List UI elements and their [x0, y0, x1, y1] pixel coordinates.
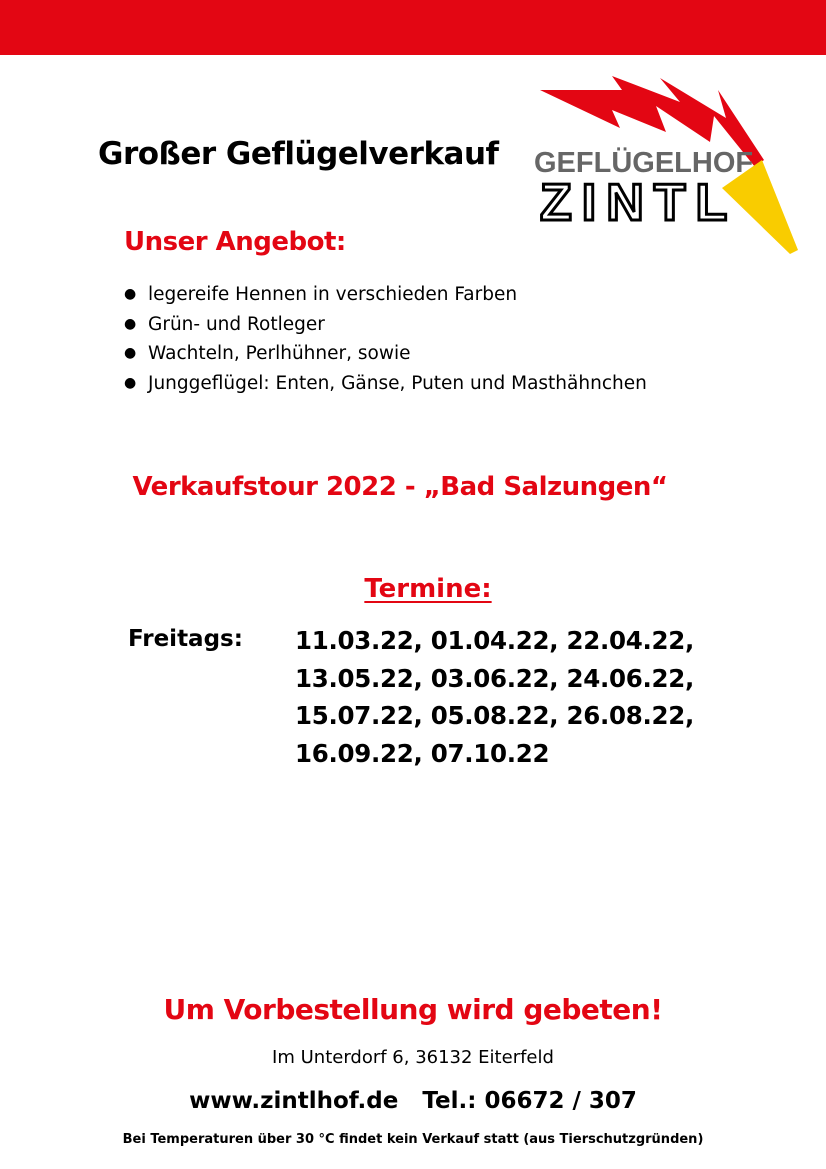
top-red-banner	[0, 0, 826, 55]
temperature-note: Bei Temperaturen über 30 °C findet kein Verkauf statt (aus Tierschutzgründen)	[122, 1132, 704, 1147]
bullet-icon: ●	[124, 345, 137, 361]
date-line: 16.09.22, 07.10.22	[295, 738, 550, 768]
logo-text-zintl: ZINTL	[540, 174, 738, 232]
page-title: Großer Geflügelverkauf	[98, 136, 499, 172]
date-line: 15.07.22, 05.08.22, 26.08.22,	[295, 701, 694, 730]
list-item: ● legereife Hennen in verschieden Farben	[124, 280, 647, 310]
bullet-icon: ●	[124, 315, 137, 332]
geflugelhof-zintl-logo	[530, 72, 810, 262]
address: Im Unterdorf 6, 36132 Eiterfeld	[272, 1047, 554, 1068]
date-line: 13.05.22, 03.06.22, 24.06.22,	[295, 663, 694, 693]
tour-title: Verkaufstour 2022 - „Bad Salzungen“	[132, 472, 668, 502]
bullet-icon: ●	[124, 374, 137, 391]
logo-text-geflugelhof: GEFLÜGELHOF	[534, 147, 754, 179]
date-line: 11.03.22, 01.04.22, 22.04.22,	[295, 626, 694, 655]
phone-number: Tel.: 06672 / 307	[422, 1088, 637, 1114]
date-list	[295, 622, 694, 772]
list-item: ● Wachteln, Perlhühner, sowie	[124, 339, 647, 369]
bullet-icon: ●	[124, 286, 137, 302]
list-item: ● Grün- und Rotleger	[124, 310, 647, 340]
termine-heading: Termine:	[364, 574, 492, 604]
offer-heading: Unser Angebot:	[124, 227, 346, 257]
friday-label: Freitags:	[128, 626, 243, 652]
list-item: ● Junggeflügel: Enten, Gänse, Puten und Masthähnchen	[124, 369, 647, 399]
contact-line	[0, 1088, 826, 1114]
preorder-notice: Um Vorbestellung wird gebeten!	[163, 993, 663, 1026]
website-link[interactable]: www.zintlhof.de	[189, 1088, 399, 1114]
offer-list	[124, 280, 647, 398]
